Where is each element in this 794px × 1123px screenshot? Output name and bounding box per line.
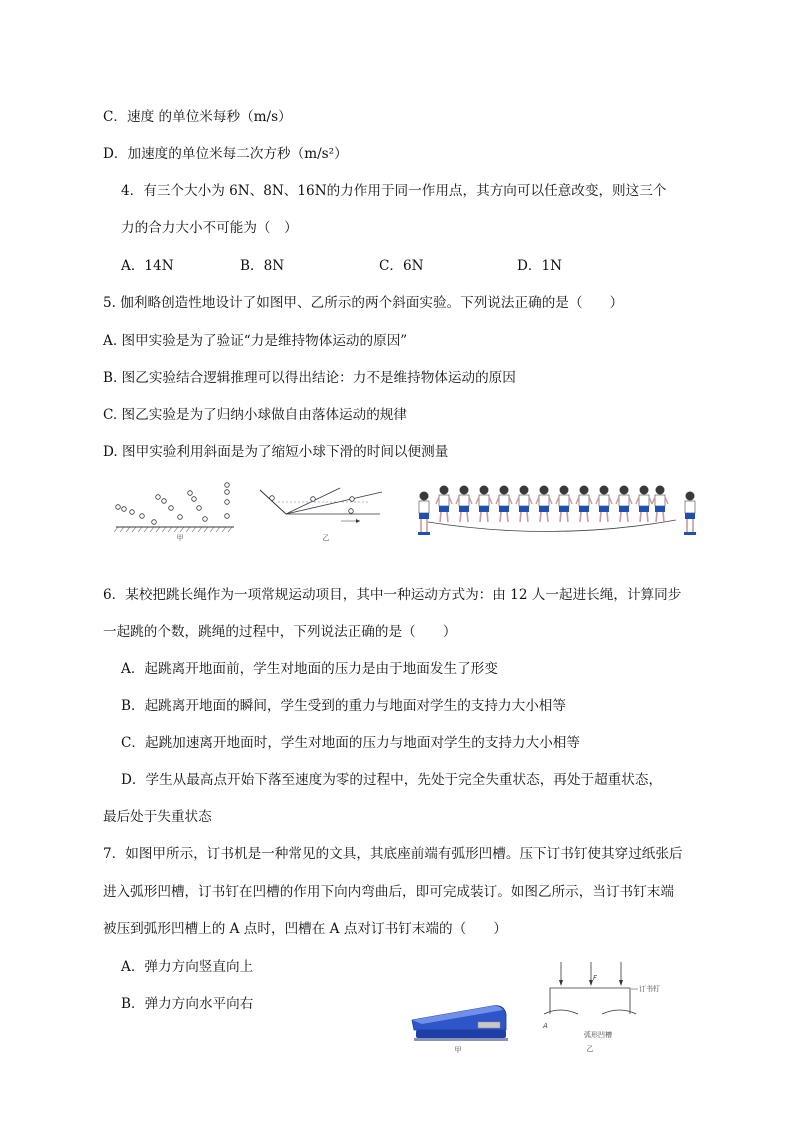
q4-option-c: C．6N xyxy=(379,258,424,274)
q4-option-a: A．14N xyxy=(121,258,174,274)
q3-option-c: C．速度 的单位米每秒（m/s） xyxy=(103,109,292,125)
groove-label: 弧形凹槽 xyxy=(584,1031,612,1039)
staple-caption-yi: 乙 xyxy=(586,1045,594,1053)
jumping-student xyxy=(536,486,552,523)
q7-stem-line1: 7．如图甲所示，订书机是一种常见的文具，其底座前端有弧形凹槽。压下订书钉使其穿过纸张后 xyxy=(103,846,683,862)
figure-caption-jia: 甲 xyxy=(176,534,184,542)
q5-option-d: D. 图甲实验利用斜面是为了缩短小球下滑的时间以便测量 xyxy=(103,444,449,460)
force-label-f: F xyxy=(593,974,598,982)
q4-stem-line2: 力的合力大小不可能为（ ） xyxy=(121,220,298,236)
jumping-student xyxy=(556,486,572,523)
jumping-student xyxy=(636,486,652,523)
jumping-student xyxy=(652,486,668,523)
q5-option-c: C. 图乙实验是为了归纳小球做自由落体运动的规律 xyxy=(103,407,408,423)
jumping-student xyxy=(576,486,592,523)
q5-option-b: B. 图乙实验结合逻辑推理可以得出结论：力不是维持物体运动的原因 xyxy=(103,370,516,386)
q6-stem-line2: 一起跳的个数，跳绳的过程中，下列说法正确的是（ ） xyxy=(103,624,457,640)
q6-option-d: D．学生从最高点开始下落至速度为零的过程中，先处于完全失重状态，再处于超重状态， xyxy=(121,772,663,788)
jumping-student xyxy=(596,486,612,523)
point-label-a: A xyxy=(543,1022,548,1030)
q7-stem-line2: 进入弧形凹槽，订书钉在凹槽的作用下向内弯曲后，即可完成装订。如图乙所示，当订书钉末端 xyxy=(103,884,674,900)
q7-option-b: B．弹力方向水平向右 xyxy=(121,996,254,1012)
jump-rope-illustration xyxy=(414,482,706,540)
q6-option-c: C．起跳加速离开地面时，学生对地面的压力与地面对学生的支持力大小相等 xyxy=(121,735,580,751)
q5-stem: 5. 伽利略创造性地设计了如图甲、乙所示的两个斜面实验。下列说法正确的是（ ） xyxy=(103,295,624,311)
jumping-student xyxy=(456,486,472,523)
rope-turner xyxy=(418,492,430,536)
rope-turner xyxy=(684,492,696,536)
staple-groove-diagram-yi xyxy=(538,958,698,1058)
jumping-student xyxy=(616,486,632,523)
staple-label: 订书钉 xyxy=(639,985,660,993)
q7-stem-line3: 被压到弧形凹槽上的 A 点时，凹槽在 A 点对订书钉末端的（ ） xyxy=(103,921,507,937)
jumping-student xyxy=(476,486,492,523)
q4-option-b: B．8N xyxy=(240,258,285,274)
q5-option-a: A. 图甲实验是为了验证“力是维持物体运动的原因” xyxy=(103,333,408,349)
q3-option-d: D．加速度的单位米每二次方秒（m/s²） xyxy=(103,146,348,162)
galileo-incline-figure-jia xyxy=(112,480,242,542)
jumping-student xyxy=(496,486,512,523)
stapler-figure-jia xyxy=(408,990,512,1056)
q4-option-d: D．1N xyxy=(517,258,563,274)
q6-option-b: B．起跳离开地面的瞬间，学生受到的重力与地面对学生的支持力大小相等 xyxy=(121,698,566,714)
stapler-caption-jia: 甲 xyxy=(454,1046,462,1054)
student-figure-group xyxy=(418,486,696,536)
q6-option-a: A．起跳离开地面前，学生对地面的压力是由于地面发生了形变 xyxy=(121,661,498,677)
q6-stem-line1: 6．某校把跳长绳作为一项常规运动项目，其中一种运动方式为：由 12 人一起进长绳，计算同步 xyxy=(103,587,682,603)
q7-option-a: A．弹力方向竖直向上 xyxy=(121,959,254,975)
galileo-incline-figure-yi xyxy=(256,484,386,544)
jumping-student xyxy=(436,486,452,523)
q6-option-d-continued: 最后处于失重状态 xyxy=(103,809,212,825)
figure-caption-yi: 乙 xyxy=(322,534,330,542)
jumping-student xyxy=(516,486,532,523)
q4-stem-line1: 4．有三个大小为 6N、8N、16N的力作用于同一作用点，其方向可以任意改变，则这三个 xyxy=(121,183,667,199)
